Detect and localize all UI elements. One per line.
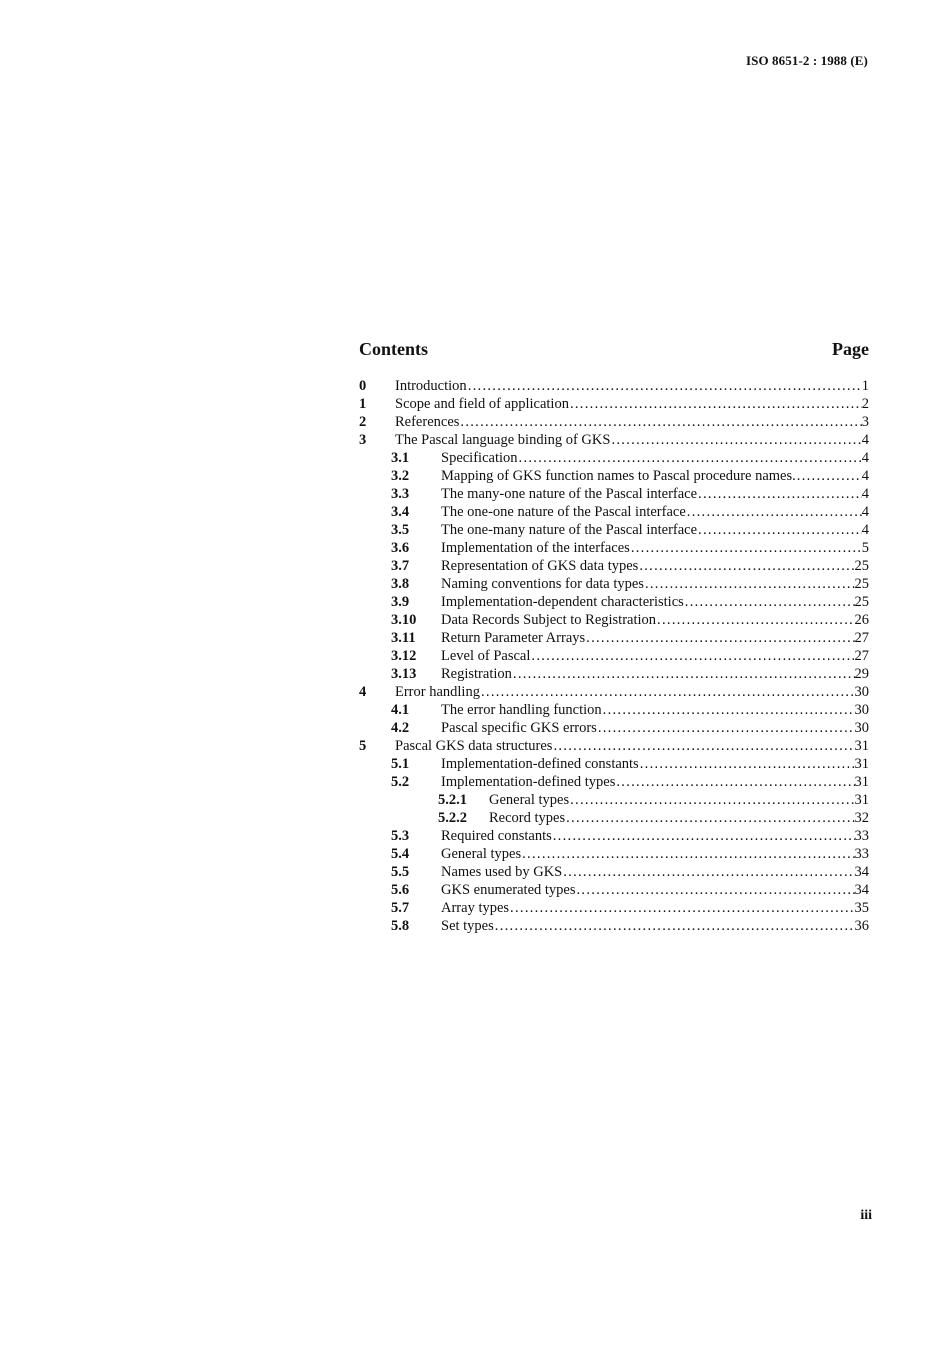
toc-entry-body (441, 899, 869, 917)
toc-entry-title: Implementation of the interfaces (441, 540, 630, 556)
toc-entry[interactable] (359, 881, 869, 899)
dot-leader (531, 647, 854, 665)
toc-entry[interactable] (359, 863, 869, 881)
toc-entry-page: 4 (861, 486, 869, 502)
toc-entry-page: 4 (861, 450, 869, 466)
toc-entry-title: Introduction (395, 378, 467, 394)
toc-entry-number: 3.8 (391, 576, 410, 592)
toc-entry[interactable] (359, 413, 869, 431)
toc-entry[interactable] (359, 755, 869, 773)
dot-leader (553, 737, 854, 755)
toc-entry-body (395, 395, 869, 413)
toc-entry-body (441, 719, 869, 737)
toc-entry-page: 27 (854, 648, 869, 664)
dot-leader (460, 413, 861, 431)
toc-entry[interactable] (359, 557, 869, 575)
toc-entry-title: Record types (489, 810, 566, 826)
toc-entry-body (441, 629, 869, 647)
toc-entry-title: Error handling (395, 684, 480, 700)
toc-entry-title: Array types (441, 900, 510, 916)
dot-leader (645, 575, 855, 593)
toc-entry-page: 34 (854, 864, 869, 880)
toc-entry-page: 31 (854, 738, 869, 754)
toc-entry-page: 33 (854, 828, 869, 844)
dot-leader (570, 395, 862, 413)
toc-entry[interactable] (359, 917, 869, 935)
toc-entry-number: 4.1 (391, 702, 410, 718)
toc-entry-number: 3 (359, 432, 367, 448)
toc-entry[interactable] (359, 701, 869, 719)
toc-entry-body (395, 737, 869, 755)
toc-entry-title: The Pascal language binding of GKS (395, 432, 611, 448)
dot-leader (698, 521, 862, 539)
toc-entry[interactable] (359, 845, 869, 863)
toc-title: Contents (359, 339, 429, 359)
toc-entry-number: 5.4 (391, 846, 410, 862)
toc-entry-number: 3.1 (391, 450, 410, 466)
toc-entry-number: 3.12 (391, 648, 417, 664)
toc-entry[interactable] (359, 431, 869, 449)
dot-leader (640, 755, 855, 773)
toc-entry-body (441, 755, 869, 773)
toc-entry-title: The many-one nature of the Pascal interface (441, 486, 698, 502)
toc-entry-title: Implementation-defined types (441, 774, 616, 790)
toc-entry-number: 5.6 (391, 882, 410, 898)
toc-entry-body (441, 503, 869, 521)
toc-entry-page: 29 (854, 666, 869, 682)
toc-entry[interactable] (359, 485, 869, 503)
toc-entry-body (441, 881, 869, 899)
toc-entry-body (441, 467, 869, 485)
toc-entry-body (441, 575, 869, 593)
toc-entry[interactable] (359, 629, 869, 647)
toc-entry-number: 3.9 (391, 594, 410, 610)
toc-entry[interactable] (359, 539, 869, 557)
toc-entry-body (441, 773, 869, 791)
toc-entry-title: Pascal GKS data structures (395, 738, 553, 754)
toc-entry-page: 4 (861, 504, 869, 520)
toc-entry-body (441, 593, 869, 611)
dot-leader (616, 773, 854, 791)
toc-entry-number: 5.2 (391, 774, 410, 790)
toc-entry-number: 3.13 (391, 666, 417, 682)
page-number: iii (860, 1208, 872, 1223)
toc-entry-body (441, 665, 869, 683)
toc-entry-number: 1 (359, 396, 367, 412)
toc-entry[interactable] (359, 467, 869, 485)
toc-entry[interactable] (359, 827, 869, 845)
toc-entry-number: 3.10 (391, 612, 417, 628)
toc-entry-title: GKS enumerated types (441, 882, 576, 898)
toc-entry-number: 3.4 (391, 504, 410, 520)
dot-leader (566, 809, 854, 827)
toc-entry-body (441, 557, 869, 575)
toc-entry-page: 31 (854, 792, 869, 808)
toc-entry-page: 26 (854, 612, 869, 628)
toc-entry-page: 32 (854, 810, 869, 826)
dot-leader (553, 827, 855, 845)
document-reference: ISO 8651-2 : 1988 (E) (746, 53, 868, 68)
toc-entry-page: 25 (854, 558, 869, 574)
toc-entry-number: 3.3 (391, 486, 410, 502)
dot-leader (495, 917, 855, 935)
toc-entry-number: 5.2.1 (438, 792, 467, 808)
toc-entry-body (441, 827, 869, 845)
toc-entry[interactable] (359, 791, 869, 809)
toc-entry[interactable] (359, 575, 869, 593)
dot-leader (586, 629, 854, 647)
toc-entry-body (441, 521, 869, 539)
toc-entry-number: 3.11 (391, 630, 416, 646)
toc-entry[interactable] (359, 503, 869, 521)
toc-entry[interactable] (359, 395, 869, 413)
toc-entry-title: General types (489, 792, 570, 808)
toc-entry-page: 2 (861, 396, 869, 412)
toc-entry-title: Implementation-defined constants (441, 756, 639, 772)
toc-entry[interactable] (359, 377, 869, 395)
toc-entry-number: 5.8 (391, 918, 410, 934)
toc-list (359, 377, 869, 935)
dot-leader (631, 539, 862, 557)
toc-entry[interactable] (359, 521, 869, 539)
toc-entry[interactable] (359, 449, 869, 467)
toc-entry-page: 33 (854, 846, 869, 862)
toc-entry-number: 5.3 (391, 828, 410, 844)
toc-header (359, 339, 869, 365)
toc-entry-page: 31 (854, 756, 869, 772)
toc-entry-title: Return Parameter Arrays (441, 630, 586, 646)
toc-entry-title: Implementation-dependent characteristics (441, 594, 684, 610)
dot-leader (657, 611, 854, 629)
toc-entry-title: Mapping of GKS function names to Pascal procedure names. (441, 468, 796, 484)
toc-entry-title: The one-many nature of the Pascal interface (441, 522, 698, 538)
toc-entry-title: Data Records Subject to Registration (441, 612, 657, 628)
dot-leader (522, 845, 854, 863)
toc-entry-page: 30 (854, 702, 869, 718)
toc-entry-title: Scope and field of application (395, 396, 569, 412)
dot-leader (570, 791, 854, 809)
toc-entry-number: 4 (359, 684, 367, 700)
toc-entry-page: 1 (861, 378, 869, 394)
dot-leader (685, 593, 855, 611)
toc-entry-page: 4 (861, 432, 869, 448)
toc-entry[interactable] (359, 665, 869, 683)
toc-entry-body (441, 863, 869, 881)
toc-entry-title: Representation of GKS data types (441, 558, 639, 574)
toc-entry-body (441, 449, 869, 467)
toc-entry-title: Specification (441, 450, 518, 466)
toc-entry-body (395, 377, 869, 395)
toc-entry-title: Names used by GKS (441, 864, 563, 880)
toc-entry-title: References (395, 414, 460, 430)
toc-entry-page: 5 (861, 540, 869, 556)
dot-leader (687, 503, 862, 521)
toc-entry[interactable] (359, 647, 869, 665)
toc-entry[interactable] (359, 593, 869, 611)
toc-entry-body (441, 647, 869, 665)
toc-entry-page: 4 (861, 522, 869, 538)
toc-entry-body (395, 431, 869, 449)
toc-entry-page: 27 (854, 630, 869, 646)
toc-entry-number: 3.2 (391, 468, 410, 484)
dot-leader (510, 899, 854, 917)
dot-leader (468, 377, 862, 395)
toc-entry-number: 3.7 (391, 558, 410, 574)
toc-entry[interactable] (359, 683, 869, 701)
toc-entry-body (395, 683, 869, 701)
toc-entry-number: 5.1 (391, 756, 410, 772)
toc-entry-body (441, 611, 869, 629)
toc-entry[interactable] (359, 737, 869, 755)
toc-entry[interactable] (359, 719, 869, 737)
toc-entry-body (441, 701, 869, 719)
toc-entry-body (489, 809, 869, 827)
dot-leader (639, 557, 854, 575)
toc-entry-number: 2 (359, 414, 367, 430)
toc-entry-page: 36 (854, 918, 869, 934)
toc-entry-page: 4 (861, 468, 869, 484)
toc-entry-title: Level of Pascal (441, 648, 531, 664)
dot-leader (598, 719, 855, 737)
toc-entry-number: 5.7 (391, 900, 410, 916)
toc-entry-page: 3 (861, 414, 869, 430)
dot-leader (577, 881, 855, 899)
toc-entry-page: 25 (854, 576, 869, 592)
toc-entry-number: 3.6 (391, 540, 410, 556)
toc-entry-body (441, 917, 869, 935)
toc-entry-number: 5.2.2 (438, 810, 467, 826)
toc-entry-number: 4.2 (391, 720, 410, 736)
toc-entry-page: 30 (854, 684, 869, 700)
toc-entry-number: 5 (359, 738, 367, 754)
toc-entry-body (441, 485, 869, 503)
dot-leader (797, 467, 862, 485)
toc-entry[interactable] (359, 899, 869, 917)
toc-entry-page: 34 (854, 882, 869, 898)
dot-leader (563, 863, 854, 881)
toc-entry-title: Naming conventions for data types (441, 576, 644, 592)
toc-entry-title: Pascal specific GKS errors (441, 720, 597, 736)
toc-entry-title: Required constants (441, 828, 552, 844)
toc-entry-title: Set types (441, 918, 494, 934)
toc-entry-body (395, 413, 869, 431)
toc-page-heading: Page (832, 339, 869, 359)
toc-entry[interactable] (359, 773, 869, 791)
table-of-contents (359, 339, 869, 935)
dot-leader (603, 701, 855, 719)
toc-entry-body (489, 791, 869, 809)
toc-entry-title: The error handling function (441, 702, 602, 718)
toc-entry-number: 5.5 (391, 864, 410, 880)
toc-entry-number: 3.5 (391, 522, 410, 538)
toc-entry-page: 30 (854, 720, 869, 736)
toc-entry-body (441, 539, 869, 557)
dot-leader (513, 665, 855, 683)
toc-entry-title: Registration (441, 666, 512, 682)
toc-entry-body (441, 845, 869, 863)
toc-entry[interactable] (359, 809, 869, 827)
toc-entry[interactable] (359, 611, 869, 629)
toc-entry-page: 25 (854, 594, 869, 610)
dot-leader (698, 485, 862, 503)
dot-leader (519, 449, 862, 467)
toc-entry-page: 35 (854, 900, 869, 916)
toc-entry-page: 31 (854, 774, 869, 790)
toc-entry-title: The one-one nature of the Pascal interface (441, 504, 686, 520)
toc-entry-number: 0 (359, 378, 367, 394)
dot-leader (481, 683, 855, 701)
dot-leader (611, 431, 861, 449)
toc-entry-title: General types (441, 846, 522, 862)
